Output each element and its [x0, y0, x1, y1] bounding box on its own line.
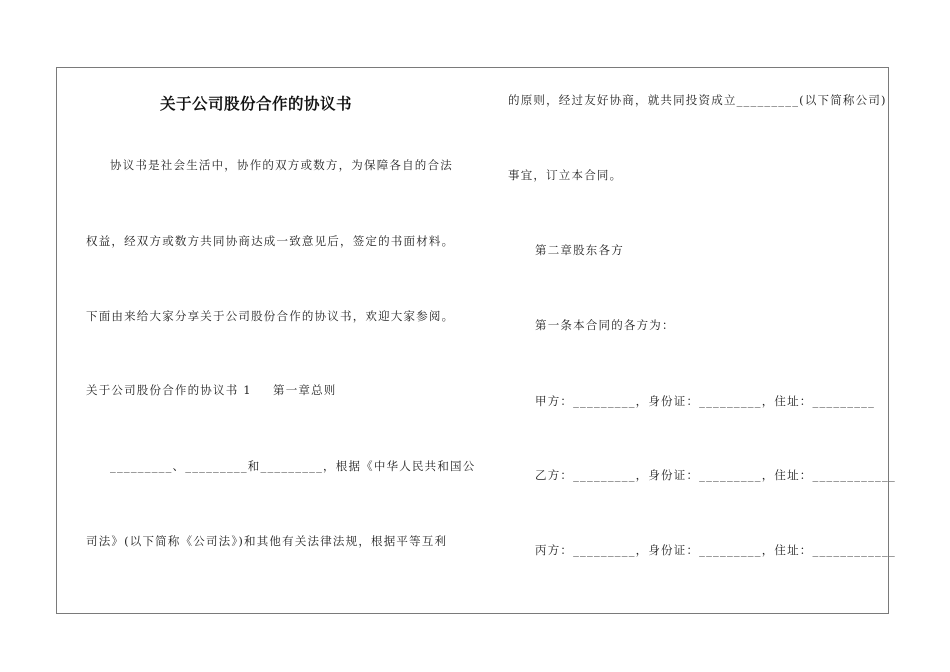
party-a-line: 甲方：_________，身份证：_________，住址：_________ — [535, 394, 876, 408]
intro-paragraph-line-2: 权益，经双方或数方共同协商达成一致意见后，签定的书面材料。 — [86, 234, 455, 248]
intro-paragraph-line-1: 协议书是社会生活中，协作的双方或数方，为保障各自的合法 — [110, 158, 453, 172]
chapter-one-heading: 第一章总则 — [273, 383, 337, 397]
party-c-line: 丙方：_________，身份证：_________，住址：____________ — [535, 543, 896, 557]
share-paragraph: 下面由来给大家分享关于公司股份合作的协议书，欢迎大家参阅。 — [86, 309, 455, 323]
chapter-two-heading: 第二章股东各方 — [535, 243, 624, 257]
document-page-frame — [56, 67, 889, 614]
principle-line: 的原则，经过友好协商，就共同投资成立_________(以下简称公司) — [508, 93, 887, 107]
parties-paragraph-line-2: 司法》(以下简称《公司法》)和其他有关法律法规，根据平等互利 — [86, 534, 448, 548]
article-one: 第一条本合同的各方为： — [535, 318, 675, 332]
section-heading: 关于公司股份合作的协议书 1 — [86, 383, 252, 397]
party-b-line: 乙方：_________，身份证：_________，住址：____________ — [535, 468, 896, 482]
contract-line: 事宜，订立本合同。 — [508, 168, 623, 182]
document-title: 关于公司股份合作的协议书 — [160, 94, 353, 113]
parties-paragraph-line-1: _________、_________和_________，根据《中华人民共和国公 — [110, 459, 476, 473]
